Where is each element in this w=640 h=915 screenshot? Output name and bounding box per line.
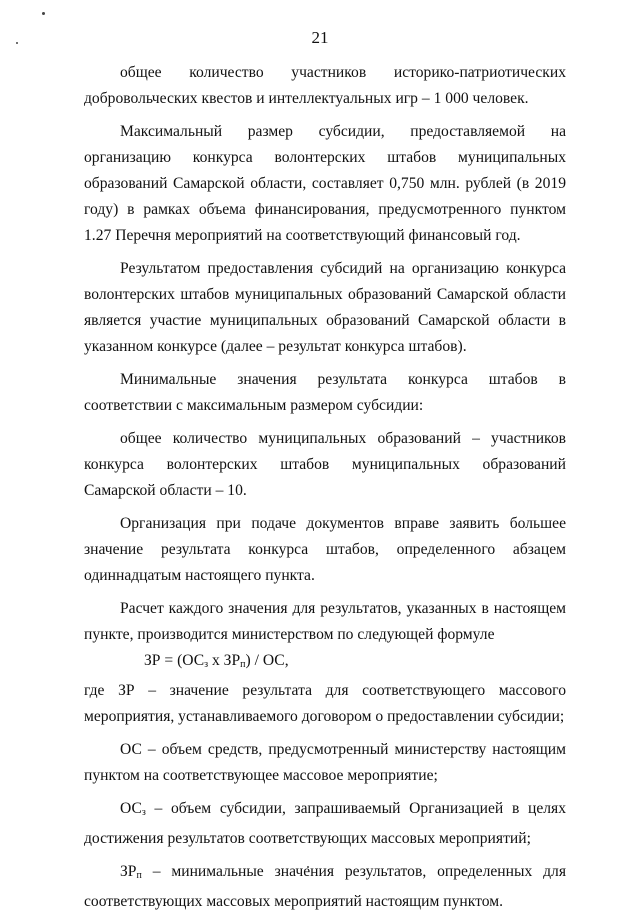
paragraph: общее количество участников историко-патриотических добровольческих квестов и интеллектуальных игр – 1 000 человек. bbox=[84, 64, 566, 107]
paragraph: Максимальный размер субсидии, предоставляемой на организацию конкурса волонтерских штабов муниципальных образований Самарской области, составляет 0,750 млн. рублей (в 2019 году) в рамках объема финансирования, предусмотренного пунктом 1.27 Перечня мероприятий на соответствующий финансовый год. bbox=[84, 123, 566, 244]
formula-rhs: ) / ОС, bbox=[245, 652, 289, 669]
definition-os: ОС – объем средств, предусмотренный министерству настоящим пунктом на соответствующее массовое мероприятие; bbox=[84, 741, 566, 784]
formula-sub-z: з bbox=[204, 659, 209, 670]
definition-zr: где ЗР – значение результата для соответствующего массового мероприятия, устанавливаемого договором о предоставлении субсидии; bbox=[84, 682, 566, 725]
symbol-zrp: ЗР bbox=[120, 863, 137, 880]
paragraph: Минимальные значения результата конкурса штабов в соответствии с максимальным размером субсидии: bbox=[84, 371, 566, 414]
definition-zrp-text: – минимальные значения результатов, определенных для соответствующих массовых мероприятий настоящим пунктом. bbox=[84, 863, 566, 910]
formula bbox=[84, 648, 566, 678]
paragraph: Организация при подаче документов вправе заявить большее значение результата конкурса штабов, определенного абзацем одиннадцатым настоящего пункта. bbox=[84, 515, 566, 584]
formula-lhs: ЗР = (ОС bbox=[144, 652, 205, 669]
symbol-osz-sub: з bbox=[141, 807, 146, 818]
symbol-osz: ОС bbox=[120, 800, 142, 817]
body-text bbox=[84, 60, 566, 915]
page-number: 21 bbox=[311, 28, 329, 47]
formula-mid: х ЗР bbox=[208, 652, 241, 669]
scan-speck bbox=[42, 12, 45, 15]
paragraph: общее количество муниципальных образований – участников конкурса волонтерских штабов муниципальных образований Самарской области – 10. bbox=[84, 430, 566, 499]
definition-osz bbox=[84, 796, 566, 852]
paragraph: Расчет каждого значения для результатов, указанных в настоящем пункте, производится министерством по следующей формуле bbox=[84, 600, 566, 643]
definition-osz-text: – объем субсидии, запрашиваемый Организацией в целях достижения результатов соответствующих массовых мероприятий; bbox=[84, 800, 566, 847]
formula-sub-p: п bbox=[240, 659, 246, 670]
definition-zrp bbox=[84, 859, 566, 915]
paragraph: Результатом предоставления субсидий на организацию конкурса волонтерских штабов муниципальных образований Самарской области является участие муниципальных образований Самарской области в указанном конкурсе (далее – результат конкурса штабов). bbox=[84, 260, 566, 355]
symbol-zrp-sub: п bbox=[136, 870, 142, 881]
